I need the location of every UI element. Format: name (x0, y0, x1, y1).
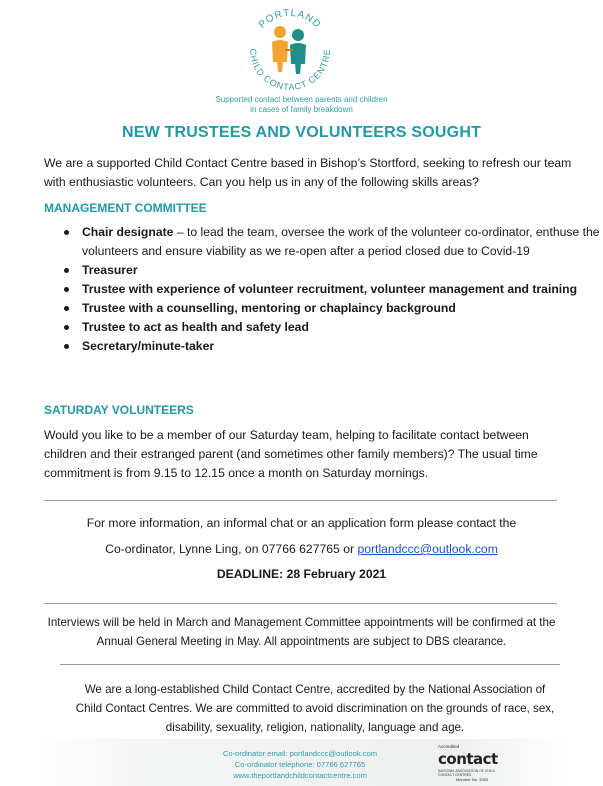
accreditation-subtitle: NATIONAL ASSOCIATION OF CHILD CONTACT CENTRES (438, 769, 496, 777)
item-title: Trustee with a counselling, mentoring or chaplaincy background (82, 301, 456, 315)
list-item (82, 261, 602, 280)
portland-logo (240, 2, 340, 94)
saturday-heading: SATURDAY VOLUNTEERS (44, 403, 194, 417)
contact-line-1: For more information, an informal chat or an application form please contact the (86, 516, 517, 530)
interviews-paragraph: Interviews will be held in March and Management Committee appointments will be confirmed at the Annual General Meeting in May. All appointments are subject to DBS clearance. (47, 616, 556, 648)
footer-website-link[interactable]: www.theportlandchildcontactcentre.com (233, 771, 367, 780)
list-item (82, 280, 602, 299)
orange-figure-body (272, 40, 288, 72)
footer (160, 748, 440, 781)
list-item (82, 337, 602, 356)
about-paragraph: We are a long-established Child Contact Centre, accredited by the National Association of Child Contact Centres. We are committed to avoid discrimination on the grounds of race, sex, disability, sexuality, religion, nationality, language and age. (75, 683, 555, 734)
orange-figure-head (274, 26, 286, 38)
tagline-line-1: Supported contact between parents and children (215, 95, 388, 104)
list-item (82, 299, 602, 318)
accreditation-label: Accredited (438, 744, 460, 749)
tagline-line-2: in cases of family breakdown (250, 105, 353, 114)
management-list (44, 223, 602, 356)
management-heading: MANAGEMENT COMMITTEE (44, 201, 207, 215)
teal-figure-head (292, 29, 304, 41)
tagline (150, 95, 453, 115)
teal-figure-body (290, 43, 306, 74)
item-title: Trustee to act as health and safety lead (82, 320, 309, 334)
deadline: DEADLINE: 28 February 2021 (216, 567, 387, 581)
contact-logo: contact (438, 750, 498, 768)
accreditation-badge (438, 744, 506, 782)
contact-line-2 (0, 542, 603, 556)
list-item (82, 223, 602, 261)
divider (44, 500, 557, 501)
divider (60, 664, 560, 665)
svg-text:PORTLAND: PORTLAND (256, 7, 324, 31)
saturday-paragraph: Would you like to be a member of our Saturday team, helping to facilitate contact between children and their estranged parent (and sometimes other family members)? The usual time commitment is from 9.15 to 12.15 once a month on Saturday mornings. (44, 428, 538, 480)
list-item (82, 318, 602, 337)
coordinator-text: Co-ordinator, Lynne Ling, on 07766 627765 or (105, 542, 358, 556)
intro-paragraph: We are a supported Child Contact Centre based in Bishop’s Stortford, seeking to refresh our team with enthusiastic volunteers. Can you help us in any of the following skills areas? (44, 156, 572, 189)
email-link[interactable]: portlandccc@outlook.com (357, 542, 498, 556)
item-title: Trustee with experience of volunteer recruitment, volunteer management and training (82, 282, 578, 296)
item-desc: – to lead the team, oversee the work of the volunteer co-ordinator, enthuse the volunteers and ensure viability as we re-open after a period closed due to Covid-19 (82, 225, 600, 258)
item-title: Treasurer (82, 263, 138, 277)
svg-text:CHILD CONTACT CENTRE: CHILD CONTACT CENTRE (247, 48, 333, 93)
page-title: NEW TRUSTEES AND VOLUNTEERS SOUGHT (121, 124, 482, 141)
footer-phone: Co-ordinator telephone: 07766 627765 (234, 760, 366, 769)
item-title: Chair designate (82, 225, 174, 239)
item-title: Secretary/minute-taker (82, 339, 215, 353)
member-number: Member No. 3353 (456, 777, 489, 782)
footer-email: Co-ordinator email: portlandccc@outlook.com (222, 749, 378, 758)
divider (44, 603, 557, 604)
